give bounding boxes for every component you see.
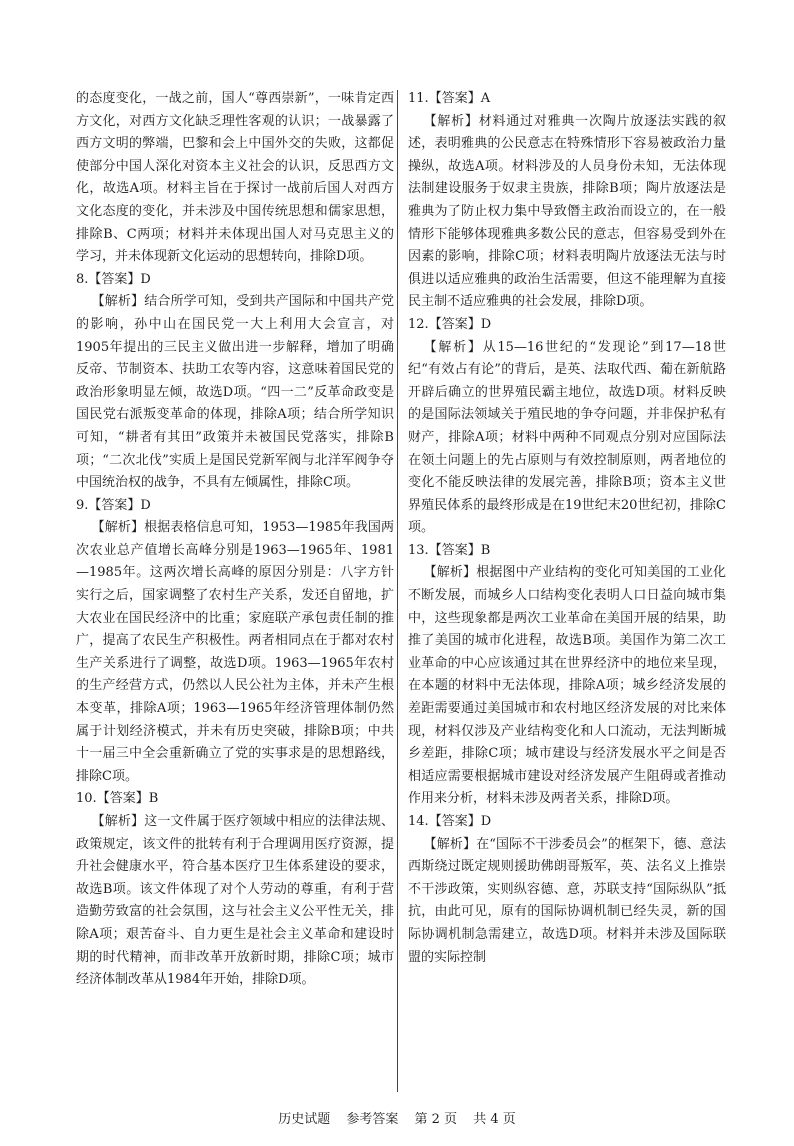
answer-item-10 <box>76 788 394 991</box>
footer-page: 第 2 页 <box>414 1112 458 1127</box>
answer-label: 【答案】D <box>428 316 492 332</box>
item-number: 9. <box>76 497 89 513</box>
footer-total: 共 4 页 <box>473 1112 516 1127</box>
analysis-text: 【解析】材料通过对雅典一次陶片放逐法实践的叙述，表明雅典的公民意志在特殊情形下容易被政治力量操纵，故选A项。材料涉及的人员身份未知，无法体现法制建设服务于奴隶主贵族，排除B项；陶片放逐法是雅典为了防止权力集中导致僭主政治而设立的，在一般情形下能够体现雅典多数公民的意志，但容易受到外在因素的影响，排除C项；材料表明陶片放逐法无法与时俱进以适应雅典的政治生活需要，但这不能理解为直接民主制不适应雅典的社会发展，排除D项。 <box>408 113 726 310</box>
analysis-text: 【解析】在“国际不干涉委员会”的框架下，德、意法西斯绕过既定规则援助佛朗哥叛军，英、法名义上推崇不干涉政策，实则纵容德、意，苏联支持“国际纵队”抵抗，由此可见，原有的国际协调机制已经失灵，新的国际协调机制急需建立，故选D项。材料并未涉及国际联盟的实际控制 <box>408 836 726 965</box>
item-number: 14. <box>408 814 429 829</box>
analysis-text: 【解析】根据表格信息可知，1953—1985年我国两次农业总产值增长高峰分别是1963—1965年、1981—1985年。这两次增长高峰的原因分别是：八字方针实行之后，国家调整了农村生产关系，发还自留地，扩大农业在国民经济中的比重；家庭联产承包责任制的推广，提高了农民生产积极性。两者相同点在于都对农村生产关系进行了调整，故选D项。1963—1965年农村的生产经营方式，仍然以人民公社为主体，并未产生根本变革，排除A项；1963—1965年经济管理体制仍然属于计划经济模式，并未有历史突破，排除B项；中共十一届三中全会重新确立了党的实事求是的思想路线，排除C项。 <box>76 520 394 784</box>
answer-label: 【答案】B <box>428 542 491 558</box>
right-column <box>408 88 726 969</box>
analysis-text: 【解析】根据图中产业结构的变化可知美国的工业化不断发展，而城乡人口结构变化表明人口日益向城市集中，这些现象都是两次工业革命在美国开展的结果，助推了美国的城市化进程，故选B项。美国作为第二次工业革命的中心应该通过其在世界经济中的地位来呈现，在本题的材料中无法体现，排除A项；城乡经济发展的差距需要通过美国城市和农村地区经济发展的对比来体现，材料仅涉及产业结构变化和人口流动，无法判断城乡差距，排除C项；城市建设与经济发展水平之间是否相适应需要根据城市建设对经济发展产生阻碍或者推动作用来分析，材料未涉及两者关系，排除D项。 <box>408 565 726 807</box>
page-footer <box>0 1108 794 1127</box>
item-number: 13. <box>408 542 429 558</box>
continued-paragraph: 的态度变化，一战之前，国人“尊西崇新”，一味肯定西方文化，对西方文化缺乏理性客观的认识；一战暴露了西方文明的弊端，巴黎和会上中国外交的失败，这都促使部分中国人深化对资本主义社会的认识，反思西方文化，故选A项。材料主旨在于探讨一战前后国人对西方文化态度的变化，并未涉及中国传统思想和儒家思想，排除B、C两项；材料并未体现出国人对马克思主义的学习，并未体现新文化运动的思想转向，排除D项。 <box>76 91 394 265</box>
answer-label: 【答案】A <box>428 91 491 106</box>
answer-item-12 <box>408 314 726 540</box>
answer-item-11 <box>408 88 726 314</box>
answer-item-14 <box>408 811 726 969</box>
analysis-text: 【解析】从15—16世纪的“发现论”到17—18世纪“有效占有论”的背后，是英、法取代西、葡在新航路开辟后确立的世界殖民霸主地位，故选D项。材料反映的是国际法领域关于殖民地的争夺问题，并非保护私有财产，排除A项；材料中两种不同观点分别对应国际法在领土问题上的先占原则与有效控制原则，两者地位的变化不能反映法律的发展完善，排除B项；资本主义世界殖民体系的最终形成是在19世纪末20世纪初，排除C项。 <box>408 339 726 536</box>
answer-item-8 <box>76 269 394 495</box>
answer-item-9 <box>76 495 394 789</box>
answer-item-13 <box>408 540 726 811</box>
analysis-text: 【解析】结合所学可知，受到共产国际和中国共产党的影响，孙中山在国民党一大上利用大会宣言，对1905年提出的三民主义做出进一步解释，增加了明确反帝、节制资本、扶助工农等内容，这意味着国民党的政治形象明显左倾，故选D项。“四一二”反革命政变是国民党右派叛变革命的体现，排除A项；结合所学知识可知，“耕者有其田”政策并未被国民党落实，排除B项；“二次北伐”实质上是国民党新军阀与北洋军阀争夺中国统治权的战争，不具有左倾属性，排除C项。 <box>76 294 394 491</box>
footer-kind: 参考答案 <box>346 1112 399 1127</box>
answer-label: 【答案】D <box>428 814 492 829</box>
item-number: 8. <box>76 271 89 287</box>
item-number: 11. <box>408 91 429 106</box>
footer-subject: 历史试题 <box>278 1112 331 1127</box>
answer-label: 【答案】D <box>88 497 151 513</box>
answer-label: 【答案】D <box>88 271 151 287</box>
item-number: 12. <box>408 316 429 332</box>
item-number: 10. <box>76 791 97 807</box>
answer-label: 【答案】B <box>96 791 159 807</box>
column-divider <box>397 90 398 1092</box>
left-column <box>76 88 394 992</box>
analysis-text: 【解析】这一文件属于医疗领域中相应的法律法规、政策规定，该文件的批转有利于合理调用医疗资源，提升社会健康水平，符合基本医疗卫生体系建设的要求，故选B项。该文件体现了对个人劳动的尊重，有利于营造勤劳致富的社会氛围，这与社会主义公平性无关，排除A项；艰苦奋斗、自力更生是社会主义革命和建设时期的时代精神，而非改革开放新时期，排除C项；城市经济体制改革从1984年开始，排除D项。 <box>76 814 394 988</box>
